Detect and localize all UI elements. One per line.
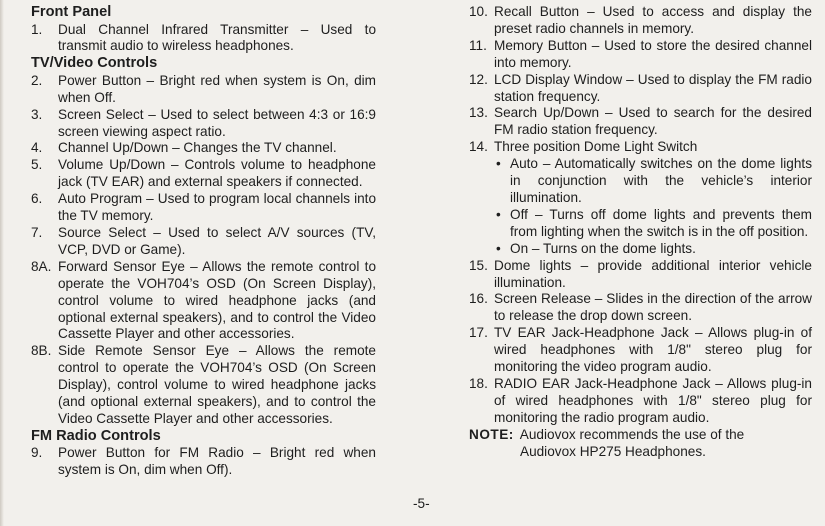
item-text: Power Button for FM Radio – Bright red when system is On, dim when Off).: [58, 445, 376, 478]
item-number: 10.: [469, 4, 488, 19]
item-number: 15.: [469, 257, 488, 273]
item-number: 11.: [469, 37, 487, 53]
item-number: 18.: [469, 375, 488, 391]
item-number: 12.: [469, 71, 488, 87]
item-number: 16.: [469, 291, 488, 307]
item-text: TV EAR Jack-Headphone Jack – Allows plug-in of wired headphones with 1/8" stereo plug for monitoring the video program audio.: [494, 325, 812, 375]
list-item-14: [469, 139, 812, 156]
list-item-8b: [31, 343, 376, 428]
item-text: Dome lights – provide additional interior vehicle illumination.: [494, 257, 812, 290]
right-column: [469, 4, 812, 460]
bullet-text: On – Turns on the dome lights.: [510, 240, 696, 256]
list-item-4: [31, 140, 376, 157]
item-text: Auto Program – Used to program local channels into the TV memory.: [58, 191, 376, 224]
list-item-8a: [31, 259, 376, 344]
item-text: Three position Dome Light Switch: [494, 139, 698, 155]
bullet-item-on: [496, 241, 812, 258]
tv-video-controls-heading: TV/Video Controls: [31, 55, 158, 72]
fm-radio-controls-heading: FM Radio Controls: [31, 427, 161, 444]
item-text: Volume Up/Down – Controls volume to headphone jack (TV EAR) and external speakers if connected.: [58, 157, 376, 190]
list-item-7: [31, 225, 376, 259]
item-text: Search Up/Down – Used to search for the desired FM radio station frequency.: [494, 105, 812, 138]
item-number: 5.: [31, 157, 43, 173]
item-text: Forward Sensor Eye – Allows the remote control to operate the VOH704’s OSD (On Screen Display), control volume to wired headphone jacks (and optional external speakers), and to control the Video Cassette Player and other accessories.: [58, 258, 376, 342]
item-text: Channel Up/Down – Changes the TV channel.: [58, 140, 337, 156]
bullet-item-off: [496, 207, 812, 241]
left-column: [31, 4, 376, 479]
note-label: NOTE:: [469, 426, 514, 442]
list-item-10: [469, 4, 812, 38]
item-text: RADIO EAR Jack-Headphone Jack – Allows plug-in of wired headphones with 1/8" stereo plug for monitoring the radio program audio.: [494, 375, 812, 425]
list-item-2: [31, 73, 376, 107]
page-number: -5-: [413, 496, 430, 511]
item-text: Memory Button – Used to store the desired channel into memory.: [494, 37, 812, 70]
item-number: 8B.: [31, 343, 52, 359]
page-fold-shadow: [0, 0, 4, 526]
list-item-15: [469, 258, 812, 292]
bullet-symbol: •: [496, 156, 501, 172]
list-item-18: [469, 376, 812, 427]
item-text: Screen Release – Slides in the direction of the arrow to release the drop down screen.: [494, 291, 812, 324]
list-item-13: [469, 105, 812, 139]
bullet-symbol: •: [496, 206, 501, 222]
item-number: 8A.: [31, 258, 52, 274]
item-number: 6.: [31, 191, 43, 207]
item-text: Dual Channel Infrared Transmitter – Used to transmit audio to wireless headphones.: [58, 21, 376, 54]
list-item-12: [469, 72, 812, 106]
item-number: 3.: [31, 106, 43, 122]
note-text: Audiovox recommends the use of the: [519, 426, 745, 442]
item-text: Source Select – Used to select A/V sources (TV, VCP, DVD or Game).: [58, 224, 376, 257]
item-number: 9.: [31, 445, 43, 461]
item-number: 17.: [469, 325, 488, 341]
bullet-text: Off – Turns off dome lights and prevents them from lighting when the switch is in the off position.: [510, 206, 812, 239]
list-item-1: [31, 22, 376, 56]
item-text: Screen Select – Used to select between 4:3 or 16:9 screen viewing aspect ratio.: [58, 106, 376, 139]
front-panel-heading: Front Panel: [31, 4, 112, 20]
item-text: Power Button – Bright red when system is On, dim when Off.: [58, 72, 376, 105]
list-item-6: [31, 191, 376, 225]
list-item-9: [31, 445, 376, 479]
item-number: 7.: [31, 224, 43, 240]
item-number: 4.: [31, 140, 43, 156]
item-text: Side Remote Sensor Eye – Allows the remote control to operate the VOH704’s OSD (On Screen Display), control volume to wired headphone jacks (and optional external speakers), and to control the Video Cassette Player and other accessories.: [58, 343, 376, 426]
bullet-item-auto: [496, 156, 812, 207]
list-item-11: [469, 38, 812, 72]
item-number: 14.: [469, 139, 488, 155]
item-number: 1.: [31, 21, 43, 37]
list-item-16: [469, 291, 812, 325]
item-text: LCD Display Window – Used to display the FM radio station frequency.: [494, 71, 812, 104]
note-text-continued: Audiovox HP275 Headphones.: [520, 443, 706, 459]
item-text: Recall Button – Used to access and display the preset radio channels in memory.: [494, 4, 812, 36]
list-item-3: [31, 107, 376, 141]
bullet-symbol: •: [496, 240, 501, 256]
item-number: 2.: [31, 72, 43, 88]
bullet-text: Auto – Automatically switches on the dome lights in conjunction with the vehicle’s interior illumination.: [510, 156, 812, 205]
item-number: 13.: [469, 105, 488, 121]
list-item-17: [469, 325, 812, 376]
list-item-5: [31, 157, 376, 191]
note: [469, 427, 812, 444]
